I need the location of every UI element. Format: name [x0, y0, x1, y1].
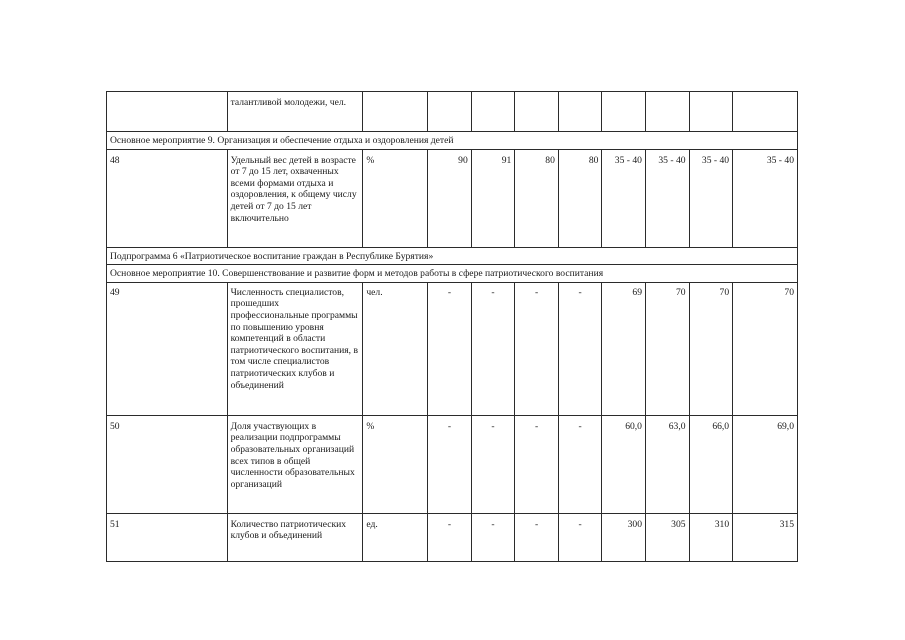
cell-value: - [471, 282, 515, 415]
cell-value: - [515, 282, 559, 415]
cell-value [689, 92, 733, 132]
section-heading: Основное мероприятие 9. Организация и обеспечение отдыха и оздоровления детей [107, 132, 798, 150]
cell-value [733, 92, 798, 132]
cell-indicator: Количество патриотических клубов и объединений [227, 513, 363, 561]
cell-value: 80 [558, 149, 602, 247]
cell-value: 35 - 40 [689, 149, 733, 247]
cell-value: 70 [689, 282, 733, 415]
cell-value [558, 92, 602, 132]
cell-no [107, 92, 228, 132]
cell-value: 300 [602, 513, 646, 561]
cell-unit: ед. [363, 513, 428, 561]
cell-value: 91 [471, 149, 515, 247]
cell-value: - [558, 513, 602, 561]
cell-value: - [515, 513, 559, 561]
cell-no: 50 [107, 415, 228, 513]
cell-value [471, 92, 515, 132]
cell-value: - [471, 513, 515, 561]
cell-unit: чел. [363, 282, 428, 415]
cell-unit: % [363, 149, 428, 247]
cell-value: 66,0 [689, 415, 733, 513]
cell-value: 69 [602, 282, 646, 415]
cell-unit: % [363, 415, 428, 513]
indicators-table [106, 91, 798, 562]
cell-value: - [515, 415, 559, 513]
cell-indicator: Доля участвующих в реализации подпрограммы образовательных организаций всех типов в общей численности образовательных организаций [227, 415, 363, 513]
cell-indicator: талантливой молодежи, чел. [227, 92, 363, 132]
cell-value [428, 92, 472, 132]
cell-value: 60,0 [602, 415, 646, 513]
cell-value: 35 - 40 [733, 149, 798, 247]
cell-value: - [471, 415, 515, 513]
cell-value [645, 92, 689, 132]
table-row [107, 513, 798, 561]
table-row [107, 282, 798, 415]
cell-value: 80 [515, 149, 559, 247]
cell-value: 90 [428, 149, 472, 247]
cell-value: - [428, 415, 472, 513]
cell-value: - [558, 415, 602, 513]
cell-value: - [558, 282, 602, 415]
cell-value: 315 [733, 513, 798, 561]
cell-value [515, 92, 559, 132]
table-row [107, 149, 798, 247]
cell-value: 70 [645, 282, 689, 415]
section-heading: Основное мероприятие 10. Совершенствование и развитие форм и методов работы в сфере патриотического воспитания [107, 265, 798, 283]
cell-indicator: Численность специалистов, прошедших профессиональные программы по повышению уровня компетенций в области патриотического воспитания, в том числе специалистов патриотических клубов и объединений [227, 282, 363, 415]
cell-no: 51 [107, 513, 228, 561]
cell-value: - [428, 282, 472, 415]
cell-value: 69,0 [733, 415, 798, 513]
cell-value: 310 [689, 513, 733, 561]
cell-value: 70 [733, 282, 798, 415]
cell-value: 35 - 40 [602, 149, 646, 247]
table-row [107, 415, 798, 513]
section-row [107, 265, 798, 283]
subprogram-heading: Подпрограмма 6 «Патриотическое воспитание граждан в Республике Бурятия» [107, 247, 798, 265]
cell-indicator: Удельный вес детей в возрасте от 7 до 15 лет, охваченных всеми формами отдыха и оздоровления, к общему числу детей от 7 до 15 лет включительно [227, 149, 363, 247]
cell-value: 63,0 [645, 415, 689, 513]
section-row [107, 132, 798, 150]
subprogram-row [107, 247, 798, 265]
cell-no: 49 [107, 282, 228, 415]
table-row [107, 92, 798, 132]
cell-value: - [428, 513, 472, 561]
cell-unit [363, 92, 428, 132]
cell-no: 48 [107, 149, 228, 247]
cell-value: 35 - 40 [645, 149, 689, 247]
cell-value: 305 [645, 513, 689, 561]
cell-value [602, 92, 646, 132]
